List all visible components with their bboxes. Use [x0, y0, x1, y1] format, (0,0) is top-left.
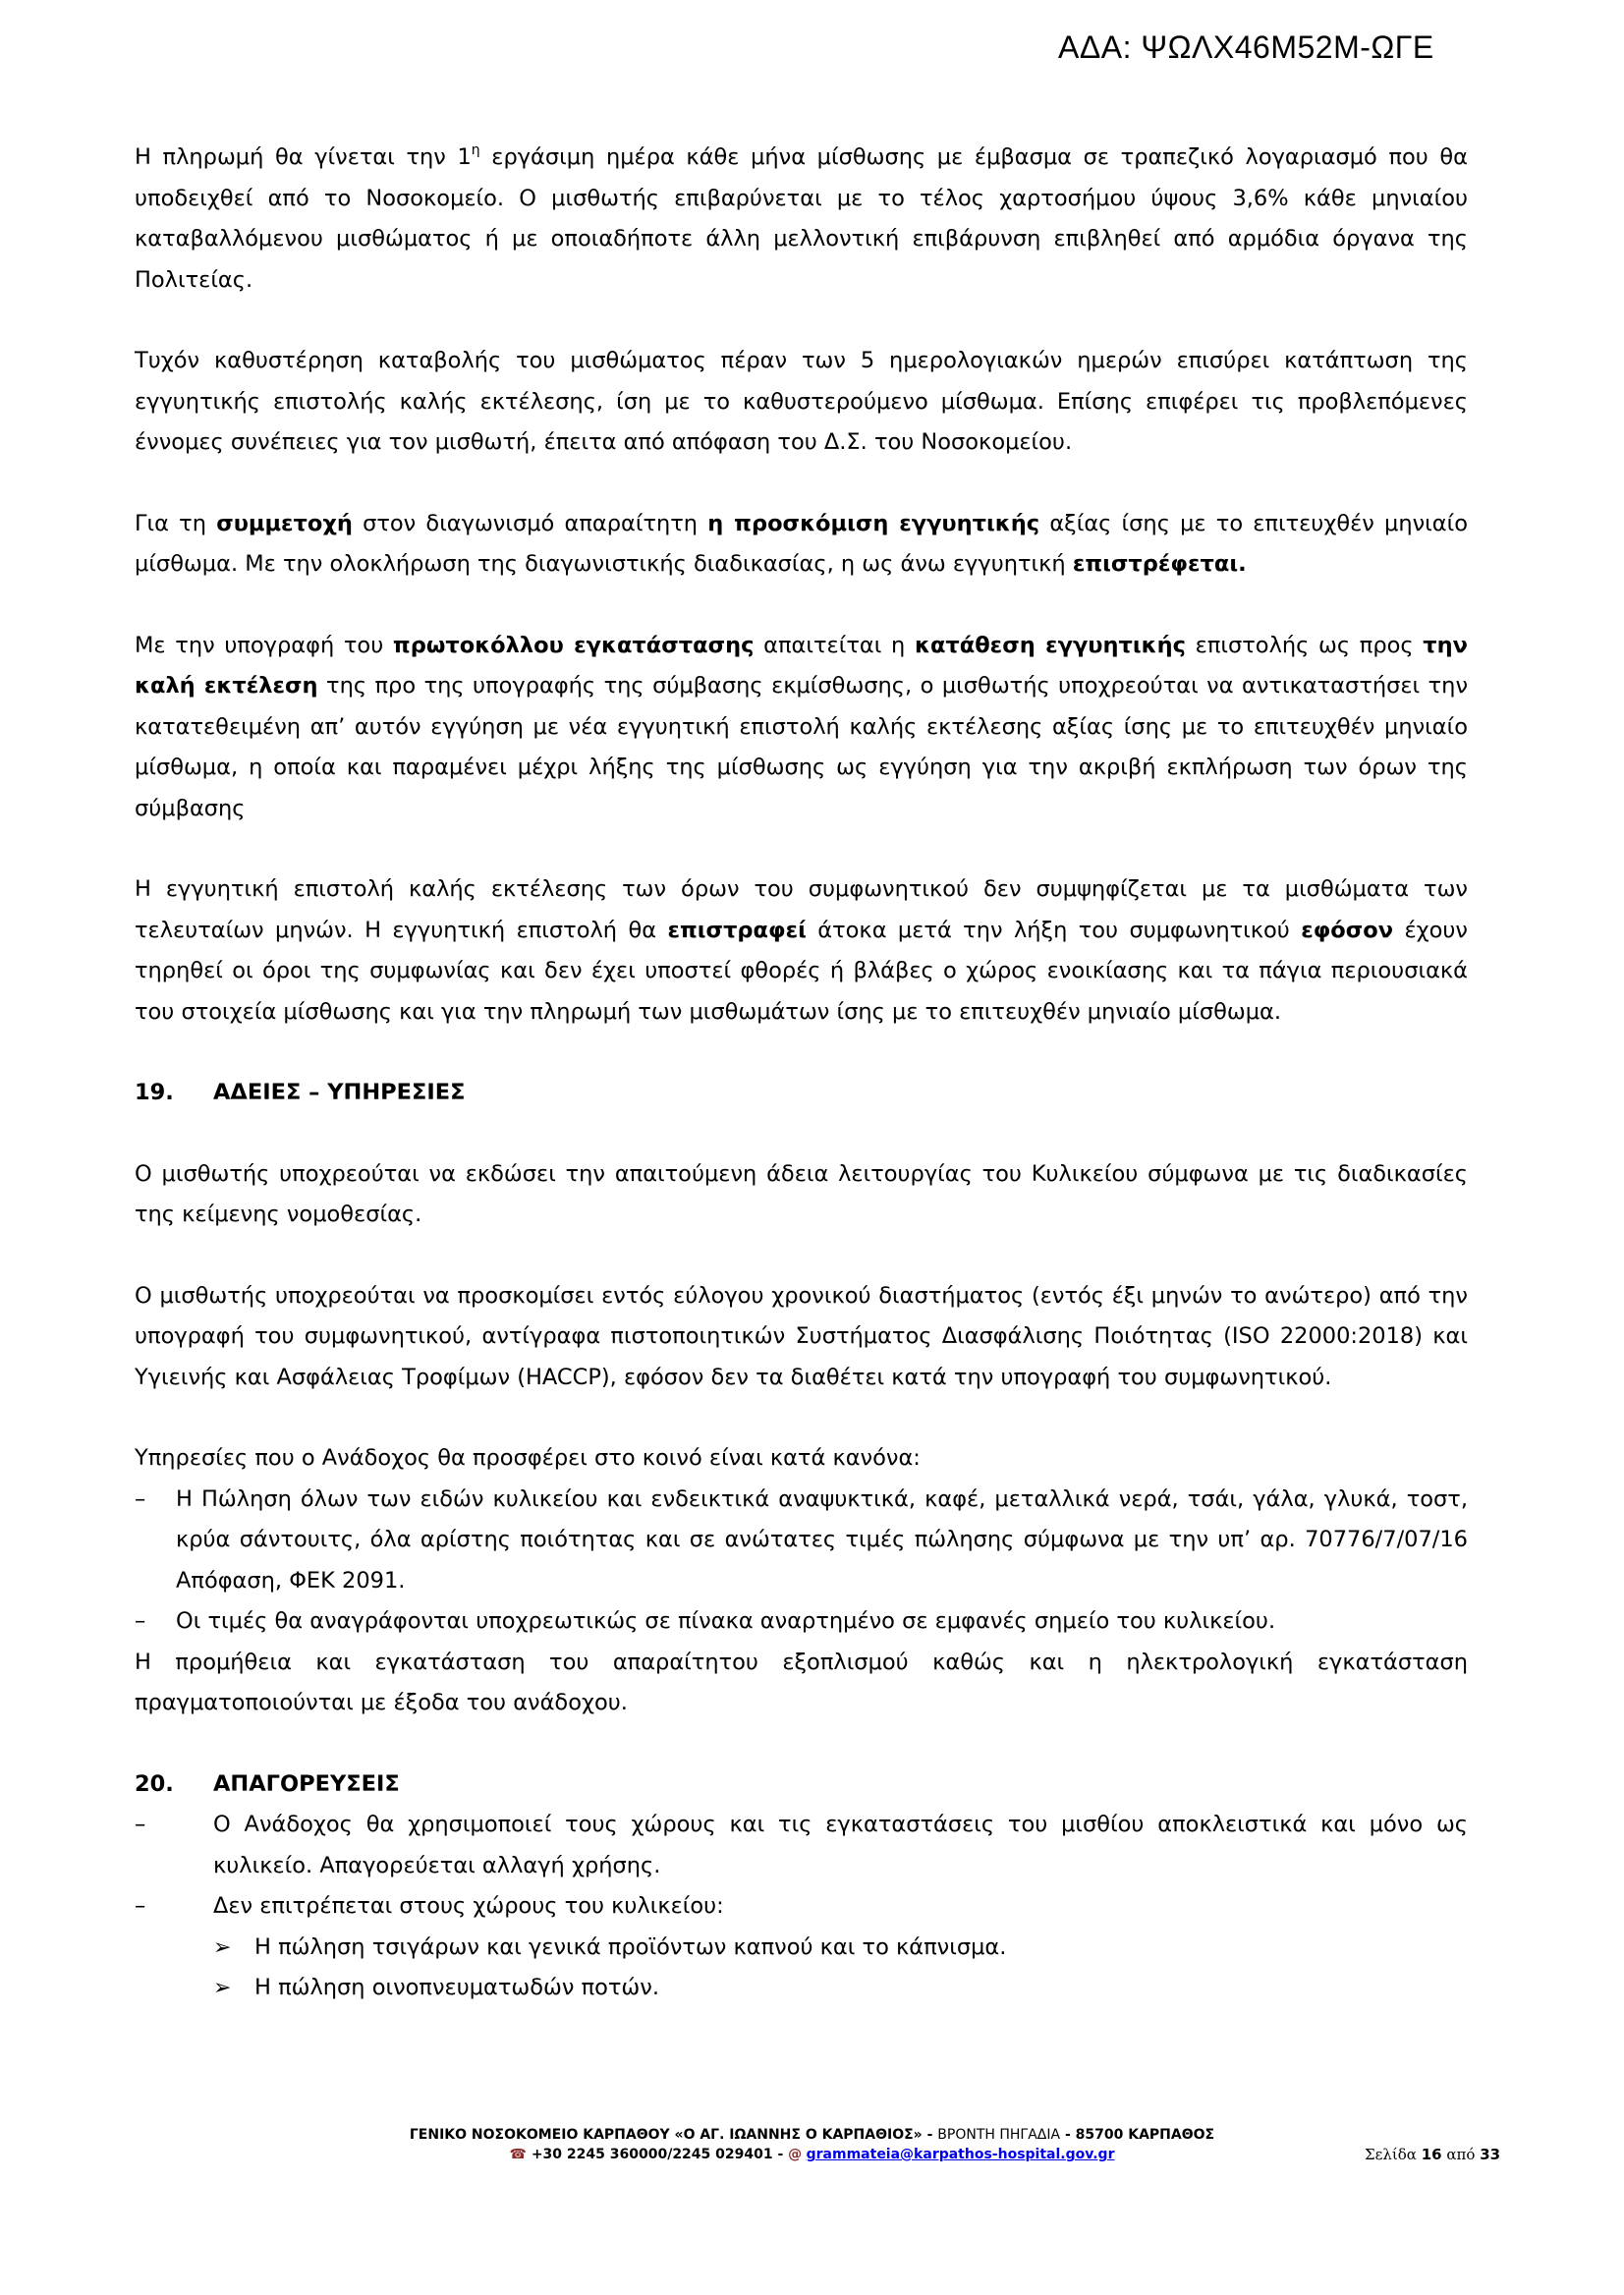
bold-text: επιστραφεί — [667, 917, 807, 943]
prohibitions-list — [135, 1805, 1468, 1928]
list-item — [135, 1886, 1468, 1928]
total-pages: 33 — [1480, 2146, 1501, 2163]
text: αξίας ίσης με το επιτευχθέν μηνιαίο μίσθωμα. Με την ολοκλήρωση της διαγωνιστικής διαδικασίας, η ως άνω εγγυητική — [135, 510, 1468, 577]
text: στον διαγωνισμό απαραίτητη — [352, 510, 708, 536]
delay-paragraph: Τυχόν καθυστέρηση καταβολής του μισθώματος πέραν των 5 ημερολογιακών ημερών επισύρει κατάπτωση της εγγυητικής επιστολής καλής εκτέλεσης, ίση με το καθυστερούμενο μίσθωμα. Επίσης επιφέρει τις προβλεπόμενες έννομες συνέπειες για τον μισθωτή, έπειτα από απόφαση του Δ.Σ. του Νοσοκομείου. — [135, 348, 1468, 455]
email-link[interactable]: grammateia@karpathos-hospital.gov.gr — [806, 2147, 1115, 2162]
guarantee-return-paragraph — [135, 869, 1468, 1033]
organization-name: ΓΕΝΙΚΟ ΝΟΣΟΚΟΜΕΙΟ ΚΑΡΠΑΘΟΥ «Ο ΑΓ. ΙΩΑΝΝΗΣ Ο ΚΑΡΠΑΘΙΟΣ» — [409, 2127, 923, 2143]
bold-text: επιστρέφεται. — [1072, 551, 1247, 577]
current-page: 16 — [1421, 2146, 1442, 2163]
dash-bullet-icon: – — [135, 1893, 146, 1919]
sublist-item — [135, 1968, 1468, 2009]
address: ΒΡΟΝΤΗ ΠΗΓΑΔΙΑ — [937, 2127, 1061, 2143]
list-item-text: Οι τιμές θα αναγράφονται υποχρεωτικώς σε πίνακα αναρτημένο σε εμφανές σημείο του κυλικείου. — [176, 1608, 1276, 1634]
dash-bullet-icon: – — [135, 1485, 146, 1512]
bold-text: κατάθεση εγγυητικής — [914, 632, 1186, 658]
email-at-icon: @ — [788, 2147, 803, 2162]
phone-icon: ☎ — [509, 2147, 527, 2162]
text: απαιτείται η — [754, 632, 915, 658]
services-list — [135, 1480, 1468, 1643]
bold-text: την καλή εκτέλεση — [135, 632, 1468, 699]
text: εργάσιμη ημέρα κάθε μήνα μίσθωσης με έμβασμα σε τραπεζικό λογαριασμό που θα υποδειχθεί από το Νοσοκομείο. Ο μισθωτής επιβαρύνεται με το τέλος χαρτοσήμου ύψους 3,6% κάθε μηνιαίου καταβαλλόμενου μισθώματος ή με οποιαδήποτε άλλη μελλοντική επιβάρυνση επιβληθεί από αρμόδια όργανα της Πολιτείας. — [135, 144, 1468, 293]
prohibitions-sublist — [135, 1928, 1468, 2009]
ada-identifier: ΑΔΑ: ΨΩΛΧ46Μ52Μ-ΩΓΕ — [1058, 29, 1434, 65]
payment-paragraph — [135, 138, 1468, 301]
separator: - — [1060, 2127, 1076, 2143]
text: Για τη — [135, 510, 217, 536]
certificates-paragraph: Ο μισθωτής υποχρεούται να προσκομίσει εντός εύλογου χρονικού διαστήματος (εντός έξι μηνών το ανώτερο) από την υπογραφή του συμφωνητικού, αντίγραφα πιστοποιητικών Συστήματος Διασφάλισης Ποιότητας (ISO 22000:2018) και Υγιεινής και Ασφάλειας Τροφίμων (HACCP), εφόσον δεν τα διαθέτει κατά την υπογραφή του συμφωνητικού. — [135, 1282, 1468, 1390]
arrow-bullet-icon: ➢ — [213, 1976, 232, 2000]
section-title: ΑΠΑΓΟΡΕΥΣΕΙΣ — [213, 1770, 400, 1797]
text: Η εγγυητική επιστολή καλής εκτέλεσης των όρων του συμφωνητικού δεν συμψηφίζεται με τα μισθώματα των τελευταίων μηνών. Η εγγυητική επιστολή θα — [135, 876, 1468, 943]
footer-address-line — [0, 2125, 1624, 2145]
text: επιστολής ως προς — [1185, 632, 1424, 658]
phone-numbers: +30 2245 360000/2245 029401 - — [526, 2147, 789, 2162]
dash-bullet-icon: – — [135, 1608, 146, 1634]
page-of-label: από — [1446, 2146, 1476, 2163]
section-number: 19. — [135, 1080, 174, 1105]
bold-text: συμμετοχή — [216, 510, 353, 536]
list-item-text: Δεν επιτρέπεται στους χώρους του κυλικείου: — [213, 1893, 724, 1919]
services-intro: Υπηρεσίες που ο Ανάδοχος θα προσφέρει στο κοινό είναι κατά κανόνα: — [135, 1445, 921, 1471]
text: Με την υπογραφή του — [135, 632, 393, 658]
performance-guarantee-paragraph — [135, 626, 1468, 830]
ordinal-superscript: η — [471, 142, 480, 158]
list-item — [135, 1805, 1468, 1886]
bold-text: πρωτοκόλλου εγκατάστασης — [392, 632, 755, 658]
list-item-text: Η πώληση οινοπνευματωδών ποτών. — [254, 1975, 659, 2000]
page-number — [1365, 2146, 1500, 2163]
license-paragraph: Ο μισθωτής υποχρεούται να εκδώσει την απαιτούμενη άδεια λειτουργίας του Κυλικείου σύμφωνα με τις διαδικασίες της κείμενης νομοθεσίας. — [135, 1160, 1468, 1227]
section-number: 20. — [135, 1770, 174, 1797]
separator: - — [922, 2127, 938, 2143]
text: έχουν τηρηθεί οι όροι της συμφωνίας και δεν έχει υποστεί φθορές ή βλάβες ο χώρος ενοικίασης και τα πάγια περιουσιακά του στοιχεία μίσθωσης και για την πληρωμή των μισθωμάτων ίσης με το επιτευχθέν μηνιαίο μίσθωμα. — [135, 917, 1468, 1025]
text: άτοκα μετά την λήξη του συμφωνητικού — [806, 917, 1302, 943]
postcode-city: 85700 ΚΑΡΠΑΘΟΣ — [1075, 2127, 1215, 2143]
sublist-item — [135, 1928, 1468, 1969]
text: της προ της υπογραφής της σύμβασης εκμίσθωσης, ο μισθωτής υποχρεούται να αντικαταστήσει την κατατεθειμένη απ’ αυτόν εγγύηση με νέα εγγυητική επιστολή καλής εκτέλεσης αξίας ίσης με το επιτευχθέν μηνιαίο μίσθωμα, η οποία και παραμένει μέχρι λήξης της μίσθωσης ως εγγύηση για την ακριβή εκπλήρωση των όρων της σύμβασης — [135, 673, 1469, 821]
equipment-paragraph: Η προμήθεια και εγκατάσταση του απαραίτητου εξοπλισμού καθώς και η ηλεκτρολογική εγκατάσταση πραγματοποιούνται με έξοδα του ανάδοχου. — [135, 1649, 1468, 1715]
bold-text: εφόσον — [1301, 917, 1394, 943]
section-20-heading — [135, 1764, 1468, 1806]
bold-text: η προσκόμιση εγγυητικής — [707, 510, 1040, 536]
document-body — [135, 138, 1468, 2009]
section-19-heading — [135, 1073, 1468, 1114]
dash-bullet-icon: – — [135, 1812, 146, 1837]
participation-guarantee-paragraph — [135, 504, 1468, 586]
page-label: Σελίδα — [1365, 2146, 1417, 2163]
section-title: ΑΔΕΙΕΣ – ΥΠΗΡΕΣΙΕΣ — [213, 1080, 466, 1105]
list-item-text: Η πώληση τσιγάρων και γενικά προϊόντων καπνού και το κάπνισμα. — [254, 1933, 1007, 1960]
text: Η πληρωμή θα γίνεται την 1 — [135, 144, 472, 170]
list-item-text: Η Πώληση όλων των ειδών κυλικείου και ενδεικτικά αναψυκτικά, καφέ, μεταλλικά νερά, τσάι, γάλα, γλυκά, τοστ, κρύα σάντουιτς, όλα αρίστης ποιότητας και σε ανώτατες τιμές πώλησης σύμφωνα με την υπ’ αρ. 70776/7/07/16 Απόφαση, ΦΕΚ 2091. — [176, 1485, 1468, 1594]
list-item-text: Ο Ανάδοχος θα χρησιμοποιεί τους χώρους και τις εγκαταστάσεις του μισθίου αποκλειστικά και μόνο ως κυλικείο. Απαγορεύεται αλλαγή χρήσης. — [213, 1812, 1468, 1878]
arrow-bullet-icon: ➢ — [213, 1934, 232, 1960]
list-item — [135, 1601, 1468, 1643]
list-item — [135, 1480, 1468, 1602]
